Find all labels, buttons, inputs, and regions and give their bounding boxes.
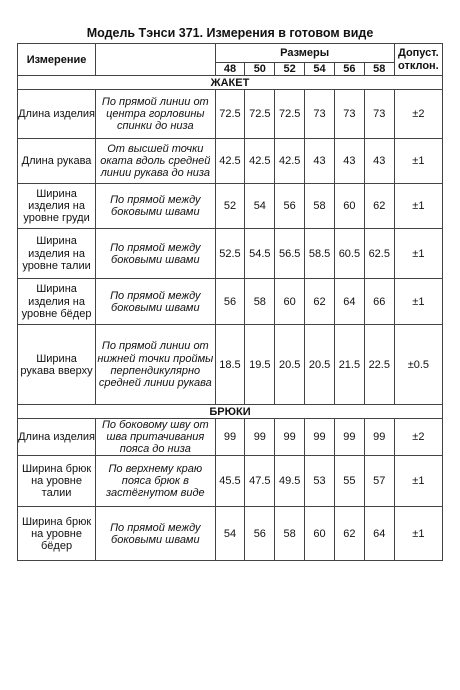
measurement-name: Длина изделия — [18, 90, 96, 139]
tolerance-cell: ±0.5 — [394, 325, 442, 405]
section-row — [18, 405, 443, 419]
measurement-description: По прямой между боковыми швами — [96, 184, 215, 229]
tolerance-cell: ±1 — [394, 507, 442, 561]
value-cell: 64 — [334, 279, 364, 325]
measurement-description: По верхнему краю пояса брюк в застёгнутом виде — [96, 456, 215, 507]
value-cell: 45.5 — [215, 456, 245, 507]
value-cell: 60 — [305, 507, 335, 561]
measurement-name: Длина изделия — [18, 419, 96, 456]
table-row — [18, 184, 443, 229]
measurement-description: По прямой между боковыми швами — [96, 507, 215, 561]
value-cell: 99 — [245, 419, 275, 456]
table-row — [18, 139, 443, 184]
value-cell: 49.5 — [275, 456, 305, 507]
value-cell: 73 — [305, 90, 335, 139]
value-cell: 42.5 — [275, 139, 305, 184]
value-cell: 62.5 — [364, 229, 394, 279]
value-cell: 18.5 — [215, 325, 245, 405]
value-cell: 53 — [305, 456, 335, 507]
value-cell: 62 — [334, 507, 364, 561]
value-cell: 60 — [275, 279, 305, 325]
value-cell: 21.5 — [334, 325, 364, 405]
measurement-name: Ширина брюк на уровне талии — [18, 456, 96, 507]
table-row — [18, 325, 443, 405]
table-row — [18, 229, 443, 279]
measurement-name: Ширина брюк на уровне бёдер — [18, 507, 96, 561]
size-cell: 54 — [305, 63, 335, 76]
section-title: БРЮКИ — [18, 405, 443, 419]
table-body — [18, 44, 443, 561]
value-cell: 60.5 — [334, 229, 364, 279]
value-cell: 64 — [364, 507, 394, 561]
measure-header: Измерение — [18, 44, 96, 76]
measurement-description: По прямой между боковыми швами — [96, 279, 215, 325]
size-cell: 56 — [334, 63, 364, 76]
value-cell: 55 — [334, 456, 364, 507]
measurement-description: По прямой между боковыми швами — [96, 229, 215, 279]
value-cell: 43 — [305, 139, 335, 184]
tolerance-cell: ±1 — [394, 184, 442, 229]
tolerance-cell: ±2 — [394, 419, 442, 456]
value-cell: 62 — [305, 279, 335, 325]
tolerance-cell: ±1 — [394, 456, 442, 507]
description-header — [96, 44, 215, 76]
value-cell: 62 — [364, 184, 394, 229]
value-cell: 54 — [245, 184, 275, 229]
measurement-name: Ширина рукава вверху — [18, 325, 96, 405]
value-cell: 60 — [334, 184, 364, 229]
value-cell: 42.5 — [245, 139, 275, 184]
value-cell: 73 — [364, 90, 394, 139]
measurement-name: Ширина изделия на уровне груди — [18, 184, 96, 229]
table-row — [18, 279, 443, 325]
value-cell: 56 — [215, 279, 245, 325]
section-title: ЖАКЕТ — [18, 76, 443, 90]
value-cell: 54 — [215, 507, 245, 561]
value-cell: 56.5 — [275, 229, 305, 279]
value-cell: 22.5 — [364, 325, 394, 405]
table-row — [18, 419, 443, 456]
value-cell: 99 — [334, 419, 364, 456]
page-title: Модель Тэнси 371. Измерения в готовом виде — [86, 26, 374, 40]
value-cell: 20.5 — [275, 325, 305, 405]
tolerance-cell: ±1 — [394, 139, 442, 184]
value-cell: 58 — [245, 279, 275, 325]
measurement-description: По боковому шву от шва притачивания пояса до низа — [96, 419, 215, 456]
value-cell: 99 — [215, 419, 245, 456]
value-cell: 19.5 — [245, 325, 275, 405]
value-cell: 42.5 — [215, 139, 245, 184]
table-row — [18, 507, 443, 561]
measurement-description: От высшей точки оката вдоль средней линии рукава до низа — [96, 139, 215, 184]
size-cell: 52 — [275, 63, 305, 76]
value-cell: 56 — [275, 184, 305, 229]
value-cell: 52.5 — [215, 229, 245, 279]
table-row — [18, 90, 443, 139]
tolerance-cell: ±2 — [394, 90, 442, 139]
sizes-header: Размеры — [215, 44, 394, 63]
tolerance-cell: ±1 — [394, 229, 442, 279]
value-cell: 66 — [364, 279, 394, 325]
value-cell: 47.5 — [245, 456, 275, 507]
measurement-name: Ширина изделия на уровне талии — [18, 229, 96, 279]
measurement-description: По прямой линии от центра горловины спинки до низа — [96, 90, 215, 139]
section-row — [18, 76, 443, 90]
value-cell: 57 — [364, 456, 394, 507]
value-cell: 20.5 — [305, 325, 335, 405]
value-cell: 58 — [275, 507, 305, 561]
header-row — [18, 44, 443, 63]
measurements-table — [17, 43, 443, 561]
measurement-name: Ширина изделия на уровне бёдер — [18, 279, 96, 325]
table-row — [18, 456, 443, 507]
measurement-description: По прямой линии от нижней точки проймы перпендикулярно средней линии рукава — [96, 325, 215, 405]
value-cell: 43 — [334, 139, 364, 184]
value-cell: 72.5 — [275, 90, 305, 139]
value-cell: 99 — [364, 419, 394, 456]
value-cell: 43 — [364, 139, 394, 184]
value-cell: 72.5 — [245, 90, 275, 139]
value-cell: 58 — [305, 184, 335, 229]
tolerance-header: Допуст. отклон. — [394, 44, 442, 76]
size-cell: 58 — [364, 63, 394, 76]
value-cell: 72.5 — [215, 90, 245, 139]
value-cell: 99 — [275, 419, 305, 456]
value-cell: 99 — [305, 419, 335, 456]
size-cell: 50 — [245, 63, 275, 76]
size-cell: 48 — [215, 63, 245, 76]
value-cell: 52 — [215, 184, 245, 229]
value-cell: 73 — [334, 90, 364, 139]
value-cell: 56 — [245, 507, 275, 561]
value-cell: 58.5 — [305, 229, 335, 279]
tolerance-cell: ±1 — [394, 279, 442, 325]
value-cell: 54.5 — [245, 229, 275, 279]
measurement-name: Длина рукава — [18, 139, 96, 184]
